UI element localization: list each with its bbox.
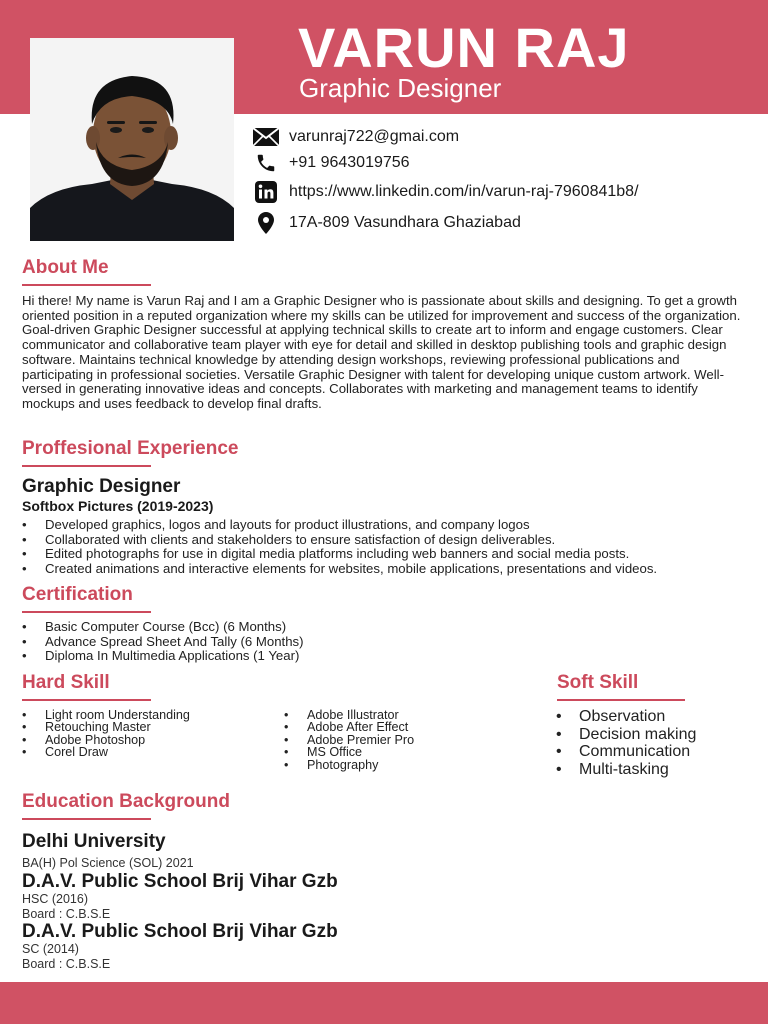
list-item: • Edited photographs for use in digital media platforms including web banners and social media posts. xyxy=(22,547,657,562)
list-item: • Adobe Premier Pro xyxy=(284,734,414,746)
list-item: • Advance Spread Sheet And Tally (6 Months) xyxy=(22,635,304,650)
list-item: • Observation xyxy=(556,708,696,726)
contact-email[interactable] xyxy=(252,125,459,149)
list-item: • Adobe After Effect xyxy=(284,721,414,733)
education-institution: Delhi University xyxy=(22,831,166,852)
soft-skill-list xyxy=(556,708,696,778)
list-item: • Corel Draw xyxy=(22,746,190,758)
list-item: • Multi-tasking xyxy=(556,761,696,779)
location-pin-icon xyxy=(252,211,280,235)
list-item: • Adobe Photoshop xyxy=(22,734,190,746)
linkedin-icon xyxy=(252,180,280,204)
education-detail: HSC (2016) xyxy=(22,892,88,906)
list-item: • Diploma In Multimedia Applications (1 Year) xyxy=(22,649,304,664)
contact-address xyxy=(252,211,521,235)
job-title: Graphic Designer xyxy=(22,476,181,497)
about-heading: About Me xyxy=(22,257,109,278)
about-divider xyxy=(22,284,151,286)
email-text: varunraj722@gmai.com xyxy=(289,128,460,145)
education-heading: Education Background xyxy=(22,791,230,812)
list-item: • Light room Understanding xyxy=(22,709,190,721)
education-institution: D.A.V. Public School Brij Vihar Gzb xyxy=(22,871,338,892)
certification-divider xyxy=(22,611,151,613)
list-item: • Decision making xyxy=(556,726,696,744)
experience-divider xyxy=(22,465,151,467)
certification-list xyxy=(22,620,304,664)
list-item: • MS Office xyxy=(284,746,414,758)
education-divider xyxy=(22,818,151,820)
job-company: Softbox Pictures (2019-2023) xyxy=(22,498,214,514)
education-institution: D.A.V. Public School Brij Vihar Gzb xyxy=(22,921,338,942)
contact-linkedin[interactable] xyxy=(252,180,639,204)
linkedin-url[interactable]: https://www.linkedin.com/in/varun-raj-7960841b8/ xyxy=(289,183,639,200)
list-item: • Basic Computer Course (Bcc) (6 Months) xyxy=(22,620,304,635)
hard-skill-heading: Hard Skill xyxy=(22,672,110,693)
contact-phone[interactable] xyxy=(252,151,410,175)
list-item: • Collaborated with clients and stakeholders to ensure satisfaction of design deliverables. xyxy=(22,533,657,548)
hard-skill-divider xyxy=(22,699,151,701)
address-text: 17A-809 Vasundhara Ghaziabad xyxy=(289,214,521,231)
experience-duties xyxy=(22,518,657,577)
education-detail: Board : C.B.S.E xyxy=(22,957,111,971)
candidate-name: VARUN RAJ xyxy=(298,16,630,79)
hard-skill-list-2 xyxy=(284,709,414,771)
candidate-role: Graphic Designer xyxy=(299,73,502,103)
certification-heading: Certification xyxy=(22,584,133,605)
experience-heading: Proffesional Experience xyxy=(22,438,239,459)
profile-photo xyxy=(30,38,234,241)
soft-skill-heading: Soft Skill xyxy=(557,672,639,693)
list-item: • Photography xyxy=(284,759,414,771)
education-detail: SC (2014) xyxy=(22,942,79,956)
list-item: • Adobe Illustrator xyxy=(284,709,414,721)
list-item: • Communication xyxy=(556,743,696,761)
list-item: • Developed graphics, logos and layouts for product illustrations, and company logos xyxy=(22,518,657,533)
soft-skill-divider xyxy=(557,699,685,701)
phone-text: +91 9643019756 xyxy=(289,154,410,171)
footer-band xyxy=(0,982,768,1024)
education-detail: Board : C.B.S.E xyxy=(22,907,111,921)
education-detail: BA(H) Pol Science (SOL) 2021 xyxy=(22,856,194,870)
hard-skill-list-1 xyxy=(22,709,190,759)
list-item: • Retouching Master xyxy=(22,721,190,733)
phone-icon xyxy=(252,151,280,175)
envelope-icon xyxy=(252,125,280,149)
list-item: • Created animations and interactive elements for websites, mobile applications, presentations and videos. xyxy=(22,562,657,577)
about-paragraph: Hi there! My name is Varun Raj and I am a Graphic Designer who is passionate about skills and designing. To get a growth oriented position in a reputed organization where my skills can be utilized for improvement and success of the organization. Goal-driven Graphic Designer successful at applying technical skills to create art to inform and engage customers. Clear communicator and collaborative team player with eye for detail and skilled in desktop publishing tools and graphic design software. Maintains technical knowledge by attending design workshops, reviewing professional publications and participating in professional societies. Versatile Graphic Designer with talent for developing unique custom artwork. Well-versed in generating innovative ideas and concepts. Collaborates with marketing and management teams to identify mockups and uses feedback to develop final drafts. xyxy=(22,293,741,411)
